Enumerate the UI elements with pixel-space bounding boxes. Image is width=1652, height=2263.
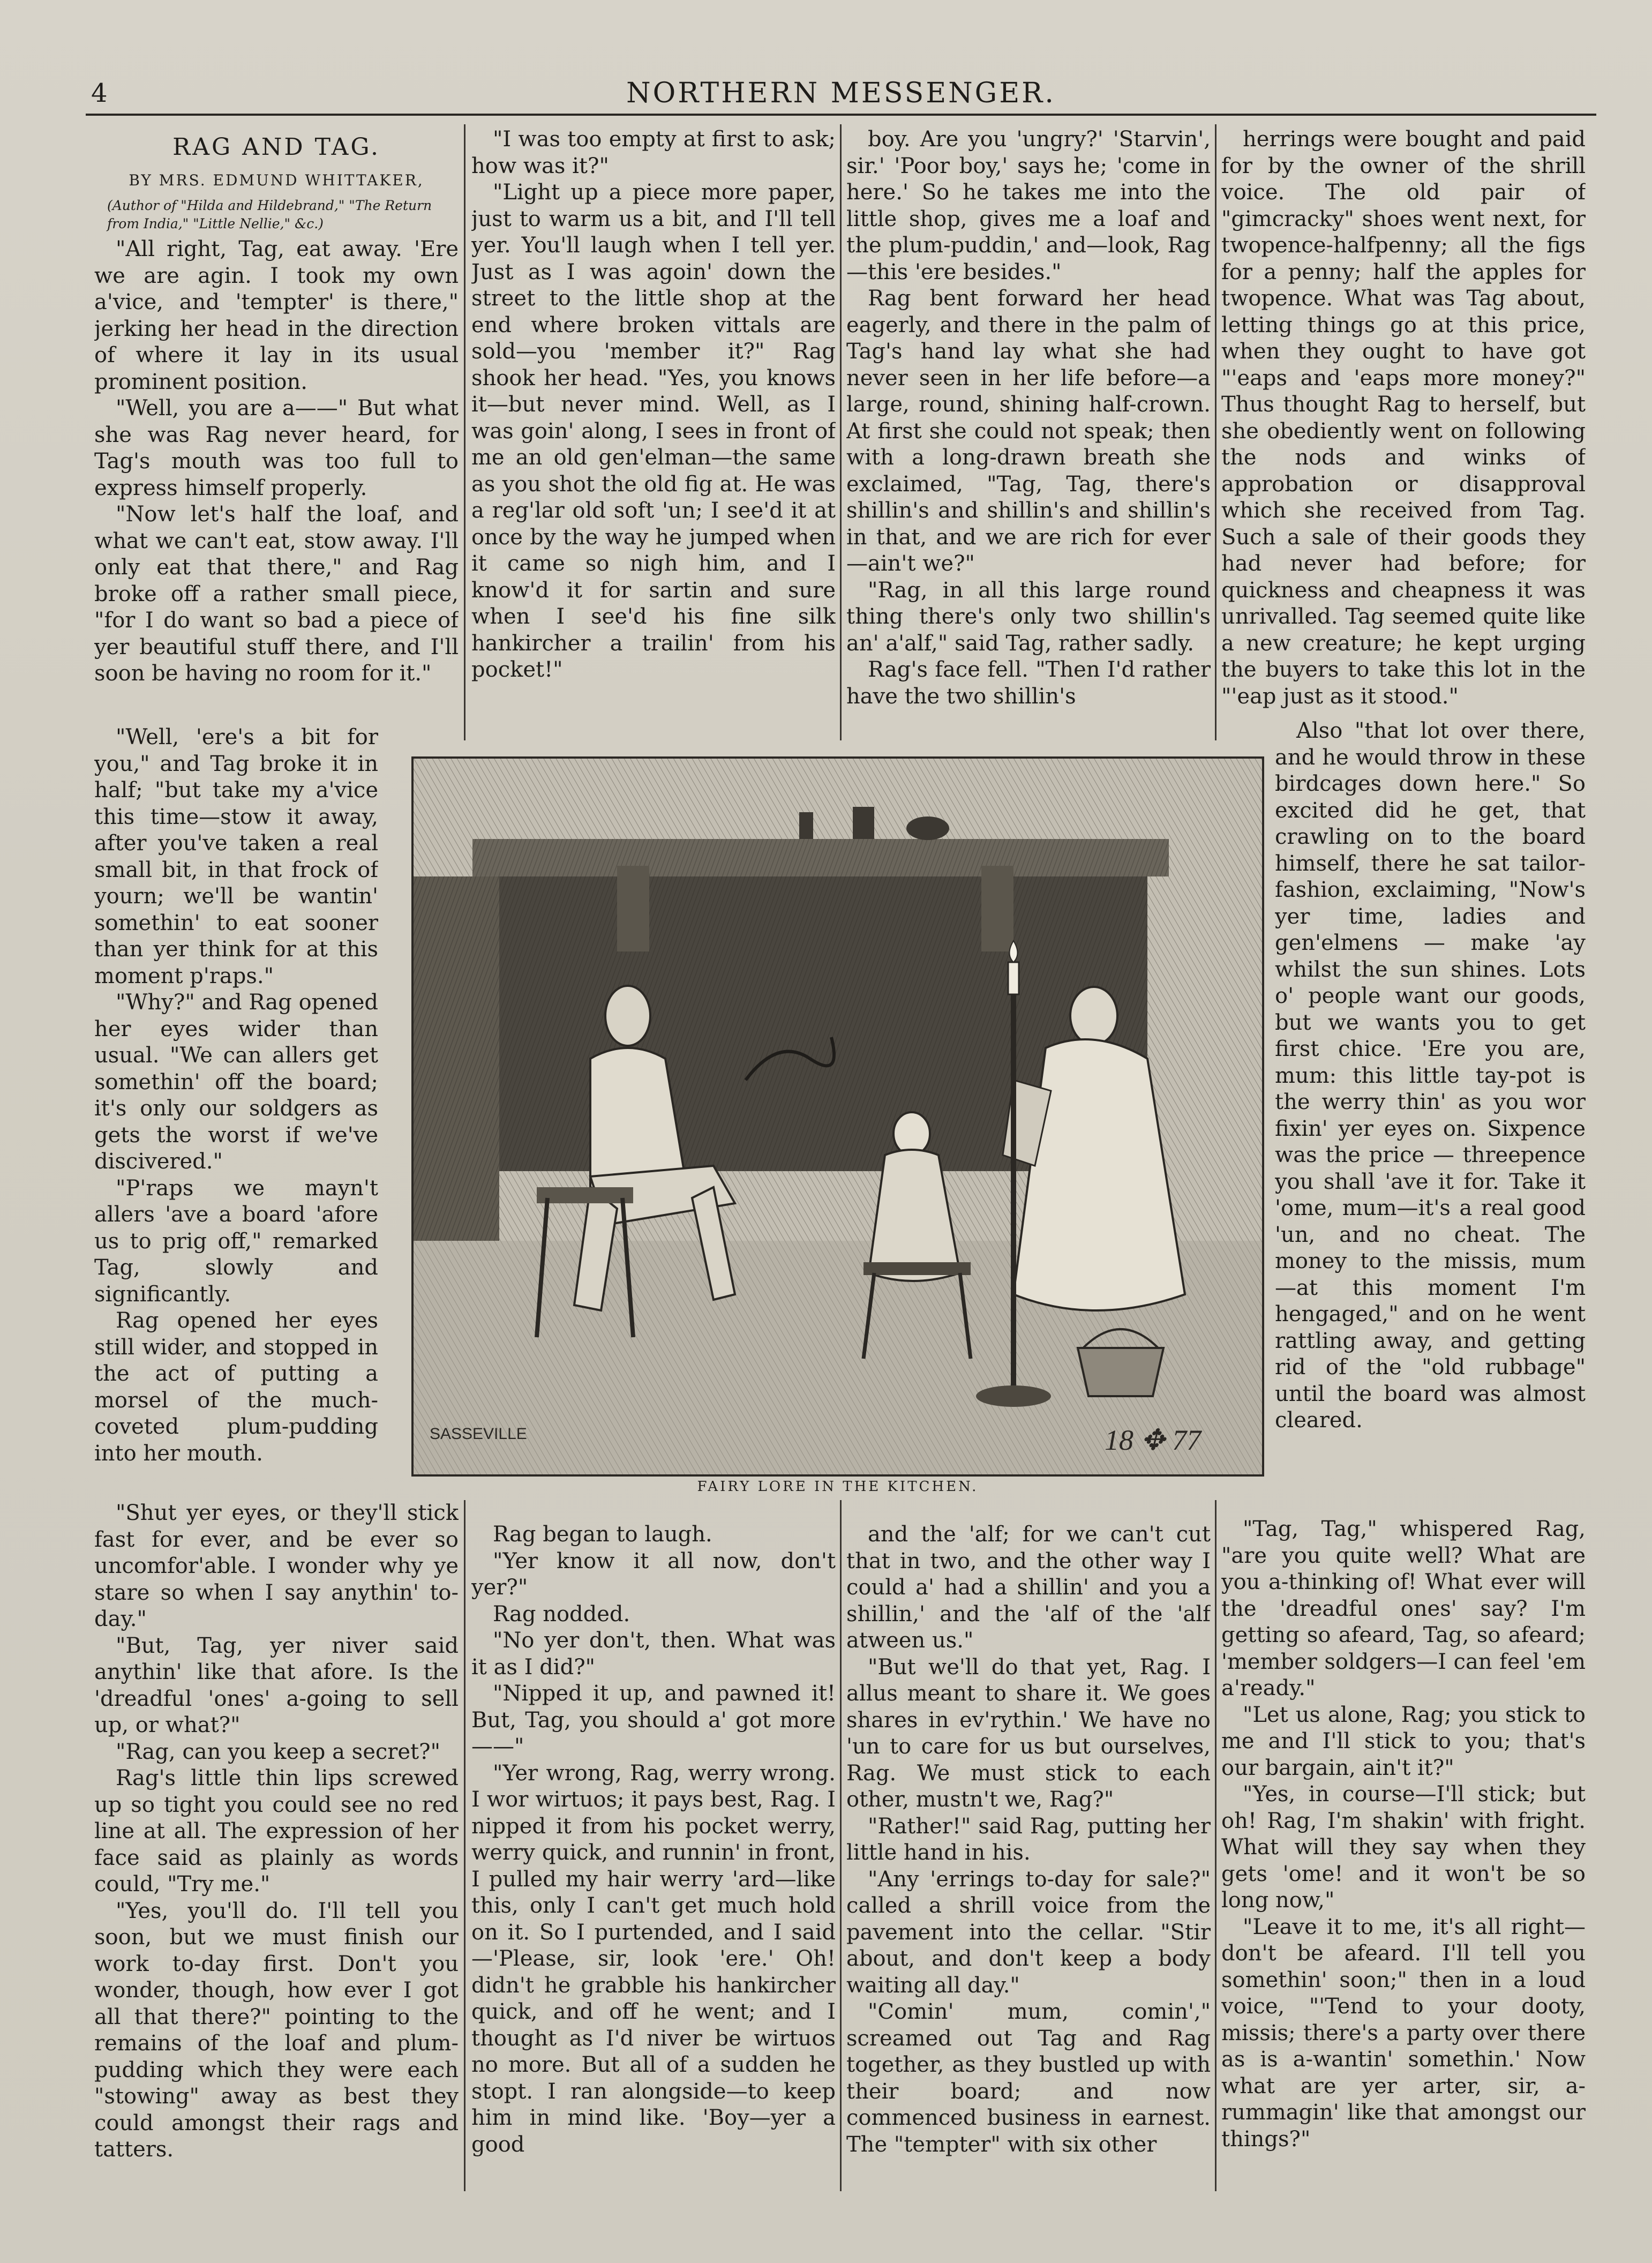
column-rule-3 (1215, 124, 1217, 740)
paragraph: "P'raps we mayn't allers 'ave a board 'afore us to prig off," remarked Tag, slowly and significantly. (94, 1175, 378, 1307)
story-credit: (Author of "Hilda and Hildebrand," "The Return from India," "Little Nellie," &c.) (107, 198, 432, 231)
paragraph: "I was too empty at first to ask; how was it?" (471, 127, 836, 178)
paragraph: boy. Are you 'ungry?' 'Starvin', sir.' 'Poor boy,' says he; 'come in here.' So he takes me into the little shop, gives me a loaf and the plum-puddin,' and—look, Rag—this 'ere besides." (846, 127, 1211, 284)
paragraph: herrings were bought and paid for by the owner of the shrill voice. The old pair of "gimcracky" shoes went next, for twopence-halfpenny; all the figs for a penny; half the apples for twopence. What was Tag about, letting things go at this price, when they ought to have got "'eaps and 'eaps more money?" Thus thought Rag to herself, but she obediently went on following the nods and winks of approbation or disapproval which she received from Tag. Such a sale of their goods they had never had before; for quickness and cheapness it was unrivalled. Tag seemed quite like a new creature; he kept urging the buyers to take this lot in the "'eap just as it stood." (1221, 127, 1586, 709)
paragraph: "Rather!" said Rag, putting her little hand in his. (846, 1814, 1211, 1865)
paragraph: "Rag, can you keep a secret?" (116, 1739, 440, 1764)
engraving-date: 18 ✥ 77 (1105, 1424, 1202, 1456)
paragraph: "Light up a piece more paper, just to warm us a bit, and I'll tell yer. You'll laugh when I tell yer. Just as I was agoin' down the street to the little shop at the end where broken vittals are sold—you 'member it?" Rag shook her head. "Yes, you knows it—but never mind. Well, as I was goin' along, I sees in front of me an old gen'elman—the same as you shot the old fig at. He was a reg'lar old soft 'un; I see'd it at once by the way he jumped when it came so nigh him, and I know'd it for sartin and sure when I see'd his fine silk hankircher a trailin' from his pocket!" (471, 180, 836, 682)
column-rule-1 (464, 124, 465, 740)
column-4-top (1221, 126, 1586, 721)
column-2-bottom (471, 1522, 836, 2191)
column-rule-5 (840, 1500, 842, 2191)
paragraph: "But we'll do that yet, Rag. I allus meant to share it. We goes shares in ev'rythin.' We have no 'un to care for us but ourselves, Rag. We must stick to each other, mustn't we, Rag?" (846, 1654, 1211, 1812)
column-1-top (94, 123, 459, 723)
column-1-narrow (94, 724, 378, 1496)
paragraph: "Now let's half the loaf, and what we can't eat, stow away. I'll only eat that there," and Rag broke off a rather small piece, "for I do want so bad a piece of yer beautiful stuff there, and I'll soon be having no room for it." (94, 502, 459, 686)
engraving-fairy-lore (411, 756, 1264, 1477)
paragraph: "Well, you are a——" But what she was Rag never heard, for Tag's mouth was too full to express himself properly. (94, 396, 459, 500)
paragraph: "Nipped it up, and pawned it! But, Tag, you should a' got more——" (471, 1681, 836, 1759)
page-header (86, 75, 1596, 116)
artist-signature: SASSEVILLE (430, 1425, 527, 1443)
paragraph: Also "that lot over there, and he would throw in these birdcages down here." So excited did he get, that crawling on to the board himself, there he sat tailor-fashion, exclaiming, "Now's yer time, ladies and gen'elmens — make 'ay whilst the sun shines. Lots o' people want our goods, but we wants you to get first chice. 'Ere you are, mum: this little tay-pot is the werry thin' as you wor fixin' yer eyes on. Sixpence was the price — threepence you shall 'ave it for. Take it 'ome, mum—it's a real good 'un, and no cheat. The money to the missis, mum —at this moment I'm hengaged," and on he went rattling away, and getting rid of the "old rubbage" until the board was almost cleared. (1275, 718, 1586, 1433)
paragraph: "Any 'errings to-day for sale?" called a shrill voice from the pavement into the cellar. "Stir about, and don't keep a body waiting all day." (846, 1867, 1211, 1998)
paragraph: "Yes, in course—I'll stick; but oh! Rag, I'm shakin' with fright. What will they say when they gets 'ome! and it won't be so long now," (1221, 1782, 1586, 1913)
column-4-narrow (1275, 718, 1586, 1511)
figure-caption: FAIRY LORE IN THE KITCHEN. (697, 1479, 979, 1495)
column-rule-4 (464, 1500, 465, 2191)
paragraph: Rag bent forward her head eagerly, and there in the palm of Tag's hand lay what she had never seen in her life before—a large, round, shining half-crown. At first she could not speak; then with a long-drawn breath she exclaimed, "Tag, Tag, there's shillin's and shillin's and shillin's in that, and we are rich for ever—ain't we?" (846, 286, 1211, 576)
paragraph: Rag nodded. (493, 1601, 630, 1627)
column-1-bottom (94, 1500, 459, 2186)
paragraph: and the 'alf; for we can't cut that in two, and the other way I could a' had a shillin' and you a shillin,' and the 'alf of the 'alf atween us." (846, 1522, 1211, 1653)
paragraph: "Let us alone, Rag; you stick to me and I'll stick to you; that's our bargain, ain't it?" (1221, 1702, 1586, 1780)
kitchen-scene-illustration (414, 759, 1262, 1474)
paragraph: "Rag, in all this large round thing there's only two shillin's an' a'alf," said Tag, rather sadly. (846, 578, 1211, 656)
paragraph: "Shut yer eyes, or they'll stick fast for ever, and be ever so uncomfor'able. I wonder why ye stare so when I say anythin' to-day." (94, 1501, 459, 1631)
paragraph: "Why?" and Rag opened her eyes wider than usual. "We can allers get somethin' off the board; it's only our soldgers as gets the worst if we've discivered." (94, 990, 378, 1174)
paragraph: "But, Tag, yer niver said anythin' like that afore. Is the 'dreadful 'ones' a-going to sell up, or what?" (94, 1633, 459, 1737)
paragraph: Rag's face fell. "Then I'd rather have the two shillin's (846, 657, 1211, 709)
paragraph: "Comin' mum, comin'," screamed out Tag and Rag together, as they bustled up with their board; and now commenced business in earnest. The "tempter" with six other (846, 1999, 1211, 2157)
column-rule-6 (1215, 1500, 1217, 2191)
paragraph: "No yer don't, then. What was it as I did?" (471, 1628, 836, 1680)
paragraph: "Yes, you'll do. I'll tell you soon, but we must finish our work to-day first. Don't you wonder, though, how ever I got all that there?" pointing to the remains of the loaf and plum-pudding which they were each "stowing" away as best they could amongst their rags and tatters. (94, 1898, 459, 2162)
column-4-bottom (1221, 1516, 1586, 2191)
paragraph: "Yer wrong, Rag, werry wrong. I wor wirtuos; it pays best, Rag. I nipped it from his pocket werry, werry quick, and runnin' in front, I pulled my hair werry 'ard—like this, only I can't get much hold on it. So I purtended, and I said—'Please, sir, look 'ere.' Oh! didn't he grabble his hankircher quick, and off he went; and I thought as I'd niver be wirtuos no more. But all of a sudden he stopt. I ran alongside—to keep him in mind like. 'Boy—yer a good (471, 1760, 836, 2157)
column-rule-2 (840, 124, 842, 740)
story-title: RAG AND TAG. (172, 133, 380, 161)
paragraph: Rag began to laugh. (493, 1522, 712, 1547)
paragraph: Rag's little thin lips screwed up so tight you could see no red line at all. The expression of her face said as plainly as words could, "Try me." (94, 1766, 459, 1897)
column-3-top (846, 126, 1211, 721)
paragraph: "All right, Tag, eat away. 'Ere we are agin. I took my own a'vice, and 'tempter' is there," jerking her head in the direction of where it lay in its usual prominent position. (94, 237, 459, 394)
paragraph: "Yer know it all now, don't yer?" (471, 1548, 836, 1600)
story-byline: BY MRS. EDMUND WHITTAKER, (129, 171, 424, 189)
paragraph: "Leave it to me, it's all right—don't be afeard. I'll tell you somethin' soon;" then in a loud voice, "'Tend to your dooty, missis; there's a party over there as is a-wantin' somethin.' Now what are yer arter, sir, a-rummagin' like that amongst our things?" (1221, 1914, 1586, 2152)
column-2-top (471, 126, 836, 721)
paragraph: "Tag, Tag," whispered Rag, "are you quite well? What are you a-thinking of! What ever will the 'dreadful ones' say? I'm getting so afeard, Tag, so afeard; 'member soldgers—I can feel 'em a'ready." (1221, 1517, 1586, 1700)
column-3-bottom (846, 1522, 1211, 2191)
paragraph: "Well, 'ere's a bit for you," and Tag broke it in half; "but take my a'vice this time—stow it away, after you've taken a real small bit, in that frock of yourn; we'll be wantin' somethin' to eat sooner than yer think for at this moment p'raps." (94, 725, 378, 988)
paragraph: Rag opened her eyes still wider, and stopped in the act of putting a morsel of the much-coveted plum-pudding into her mouth. (94, 1308, 378, 1466)
masthead: NORTHERN MESSENGER. (626, 77, 1056, 109)
page-number: 4 (91, 78, 108, 108)
